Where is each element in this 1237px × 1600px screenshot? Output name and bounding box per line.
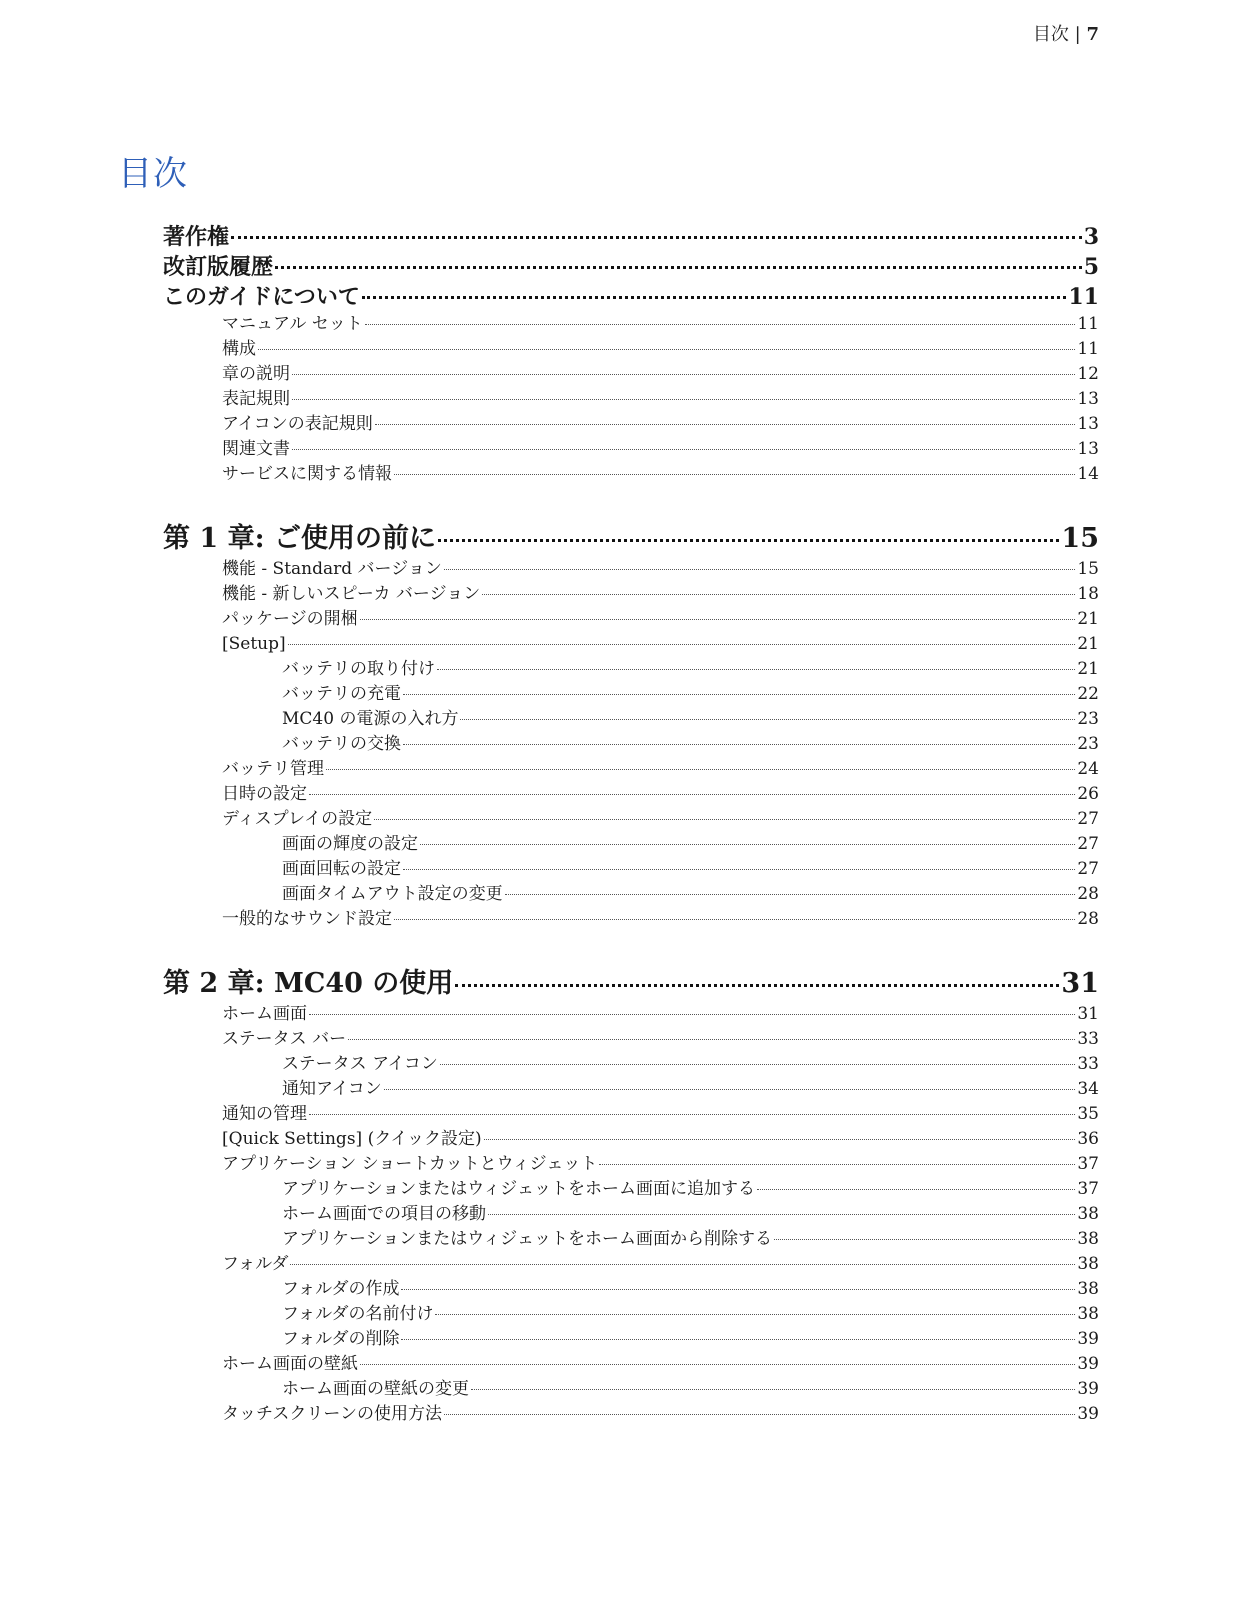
section-spacer xyxy=(0,932,1237,966)
dot-leader xyxy=(505,894,1076,895)
toc-entry-label: 改訂版履歴 xyxy=(163,254,274,280)
toc-entry-label: 画面回転の設定 xyxy=(282,859,401,879)
toc-entry-page: 28 xyxy=(1077,909,1099,929)
toc-entry[interactable] xyxy=(282,1077,1099,1102)
dot-leader xyxy=(403,694,1075,695)
toc-entry-page: 24 xyxy=(1077,759,1099,779)
toc-entry-page: 31 xyxy=(1077,1004,1099,1024)
toc-entry-label: バッテリの取り付け xyxy=(282,659,435,679)
toc-entry-page: 27 xyxy=(1077,834,1099,854)
toc-entry-page: 21 xyxy=(1077,609,1099,629)
toc-entry-page: 23 xyxy=(1077,734,1099,754)
dot-leader xyxy=(275,266,1082,269)
toc-entry-label: 通知アイコン xyxy=(282,1079,382,1099)
toc-entry[interactable] xyxy=(222,437,1099,462)
toc-entry[interactable] xyxy=(282,1227,1099,1252)
toc-entry-label: フォルダの削除 xyxy=(282,1329,400,1349)
dot-leader xyxy=(288,644,1076,645)
header-separator: | xyxy=(1074,24,1081,45)
dot-leader xyxy=(258,349,1075,350)
toc-entry[interactable] xyxy=(222,1002,1099,1027)
dot-leader xyxy=(374,819,1075,820)
dot-leader xyxy=(444,569,1075,570)
dot-leader xyxy=(309,794,1075,795)
toc-entry-label: ホーム画面の壁紙の変更 xyxy=(282,1379,469,1399)
toc-entry-page: 37 xyxy=(1077,1154,1099,1174)
toc-entry[interactable] xyxy=(222,807,1099,832)
toc-entry-page: 35 xyxy=(1077,1104,1099,1124)
toc-entry-label: [Setup] xyxy=(222,634,286,654)
toc-entry[interactable] xyxy=(282,682,1099,707)
toc-entry-page: 38 xyxy=(1077,1304,1099,1324)
toc-entry[interactable] xyxy=(163,521,1099,557)
dot-leader xyxy=(309,1014,1075,1015)
toc-entry-label: ホーム画面での項目の移動 xyxy=(282,1204,486,1224)
dot-leader xyxy=(460,719,1075,720)
toc-entry-page: 13 xyxy=(1077,439,1099,459)
toc-entry-label: フォルダの名前付け xyxy=(282,1304,434,1324)
toc-entry-page: 27 xyxy=(1077,809,1099,829)
dot-leader xyxy=(488,1214,1075,1215)
toc-entry-label: フォルダの作成 xyxy=(282,1279,400,1299)
toc-entry-page: 21 xyxy=(1077,634,1099,654)
dot-leader xyxy=(309,1114,1075,1115)
toc-entry-label: アプリケーション ショートカットとウィジェット xyxy=(222,1154,598,1174)
toc-entry-label: アイコンの表記規則 xyxy=(222,414,373,434)
toc-entry-label: タッチスクリーンの使用方法 xyxy=(222,1404,442,1424)
dot-leader xyxy=(471,1389,1075,1390)
toc-entry-label: ホーム画面 xyxy=(222,1004,307,1024)
dot-leader xyxy=(484,1139,1076,1140)
toc-entry-label: マニュアル セット xyxy=(222,314,363,334)
dot-leader xyxy=(231,236,1082,239)
toc-entry[interactable] xyxy=(222,1027,1099,1052)
toc-entry-page: 33 xyxy=(1077,1029,1099,1049)
toc-entry[interactable] xyxy=(282,1377,1099,1402)
toc-entry-label: 日時の設定 xyxy=(222,784,307,804)
dot-leader xyxy=(348,1039,1075,1040)
running-header xyxy=(1033,20,1099,46)
toc-entry-label: アプリケーションまたはウィジェットをホーム画面から削除する xyxy=(282,1229,772,1249)
dot-leader xyxy=(599,1164,1075,1165)
dot-leader xyxy=(360,619,1076,620)
toc-entry-page: 39 xyxy=(1077,1329,1099,1349)
toc-entry[interactable] xyxy=(222,1102,1099,1127)
toc-entry-label: 一般的なサウンド設定 xyxy=(222,909,392,929)
toc-entry[interactable] xyxy=(282,707,1099,732)
toc-entry-page: 31 xyxy=(1061,968,1099,999)
toc-entry[interactable] xyxy=(222,607,1099,632)
toc-entry[interactable] xyxy=(282,1052,1099,1077)
toc-entry-page: 23 xyxy=(1077,709,1099,729)
toc-entry-label: パッケージの開梱 xyxy=(222,609,358,629)
toc-entry-page: 15 xyxy=(1061,523,1099,554)
toc-entry[interactable] xyxy=(222,1252,1099,1277)
toc-entry[interactable] xyxy=(222,582,1099,607)
dot-leader xyxy=(774,1239,1075,1240)
toc-entry[interactable] xyxy=(282,732,1099,757)
toc-entry[interactable] xyxy=(222,337,1099,362)
toc-entry[interactable] xyxy=(282,1202,1099,1227)
section-spacer xyxy=(0,487,1237,521)
toc-entry-page: 36 xyxy=(1077,1129,1099,1149)
toc-entry-label: 第 2 章: MC40 の使用 xyxy=(163,968,454,999)
toc-entry[interactable] xyxy=(282,1177,1099,1202)
toc-entry[interactable] xyxy=(222,362,1099,387)
toc-entry-page: 27 xyxy=(1077,859,1099,879)
toc-entry-page: 21 xyxy=(1077,659,1099,679)
toc-entry-label: 画面タイムアウト設定の変更 xyxy=(282,884,503,904)
toc-entry[interactable] xyxy=(163,966,1099,1002)
toc-entry[interactable] xyxy=(222,1127,1099,1152)
dot-leader xyxy=(440,1064,1076,1065)
dot-leader xyxy=(292,449,1075,450)
toc-entry[interactable] xyxy=(282,882,1099,907)
toc-entry[interactable] xyxy=(282,832,1099,857)
toc-entry[interactable] xyxy=(222,632,1099,657)
page-title: 目次 xyxy=(118,154,188,194)
toc-entry-label: 章の説明 xyxy=(222,364,290,384)
dot-leader xyxy=(394,474,1075,475)
toc-entry[interactable] xyxy=(222,1402,1099,1427)
toc-entry-label: 機能 - 新しいスピーカ バージョン xyxy=(222,584,481,604)
toc-entry[interactable] xyxy=(222,412,1099,437)
toc-entry[interactable] xyxy=(222,757,1099,782)
dot-leader xyxy=(394,919,1075,920)
dot-leader xyxy=(384,1089,1076,1090)
toc-entry-page: 38 xyxy=(1077,1204,1099,1224)
dot-leader xyxy=(326,769,1075,770)
toc-entry-page: 18 xyxy=(1077,584,1099,604)
toc-entry[interactable] xyxy=(222,1152,1099,1177)
toc-entry-label: 第 1 章: ご使用の前に xyxy=(163,523,436,554)
toc-entry-page: 39 xyxy=(1077,1354,1099,1374)
toc-entry-page: 22 xyxy=(1077,684,1099,704)
toc-entry-label: [Quick Settings] (クイック設定) xyxy=(222,1129,482,1149)
toc-entry-page: 33 xyxy=(1077,1054,1099,1074)
toc-entry-label: このガイドについて xyxy=(163,284,360,310)
toc-entry-label: 関連文書 xyxy=(222,439,290,459)
dot-leader xyxy=(482,594,1075,595)
dot-leader xyxy=(420,844,1075,845)
toc-entry[interactable] xyxy=(222,782,1099,807)
dot-leader xyxy=(292,374,1075,375)
toc-entry-label: アプリケーションまたはウィジェットをホーム画面に追加する xyxy=(282,1179,755,1199)
dot-leader xyxy=(375,424,1076,425)
dot-leader xyxy=(438,539,1059,542)
toc-entry-page: 11 xyxy=(1068,284,1099,310)
toc-entry-label: ステータス バー xyxy=(222,1029,347,1049)
dot-leader xyxy=(403,744,1075,745)
toc-entry-page: 13 xyxy=(1077,389,1099,409)
toc-entry-page: 11 xyxy=(1077,339,1099,359)
toc-entry-page: 5 xyxy=(1083,254,1099,280)
toc-entry[interactable] xyxy=(222,557,1099,582)
dot-leader xyxy=(403,869,1075,870)
toc-entry[interactable] xyxy=(282,1277,1099,1302)
dot-leader xyxy=(444,1414,1075,1415)
toc-entry[interactable] xyxy=(282,657,1099,682)
toc-entry-page: 34 xyxy=(1077,1079,1099,1099)
toc-entry[interactable] xyxy=(163,222,1099,252)
toc-entry-label: 表記規則 xyxy=(222,389,290,409)
toc-entry-page: 37 xyxy=(1077,1179,1099,1199)
toc-entry-label: バッテリの交換 xyxy=(282,734,401,754)
toc-entry-label: フォルダ xyxy=(222,1254,289,1274)
toc-entry-label: MC40 の電源の入れ方 xyxy=(282,709,459,729)
dot-leader xyxy=(360,1364,1075,1365)
toc-entry[interactable] xyxy=(222,312,1099,337)
toc-entry[interactable] xyxy=(222,462,1099,487)
dot-leader xyxy=(362,296,1066,299)
toc-entry-page: 38 xyxy=(1077,1254,1099,1274)
toc-entry[interactable] xyxy=(163,282,1099,312)
toc-entry-page: 12 xyxy=(1077,364,1099,384)
header-page-number: 7 xyxy=(1086,24,1099,45)
toc-entry-page: 28 xyxy=(1077,884,1099,904)
toc-entry-label: ホーム画面の壁紙 xyxy=(222,1354,358,1374)
toc-entry-label: 画面の輝度の設定 xyxy=(282,834,418,854)
toc-entry[interactable] xyxy=(282,1302,1099,1327)
toc-entry-page: 13 xyxy=(1077,414,1099,434)
toc-entry-label: 著作権 xyxy=(163,224,230,250)
toc-entry[interactable] xyxy=(222,907,1099,932)
header-section: 目次 xyxy=(1032,24,1069,45)
toc-entry-page: 38 xyxy=(1077,1229,1099,1249)
toc-entry-label: 構成 xyxy=(222,339,256,359)
toc-entry-page: 15 xyxy=(1077,559,1099,579)
toc-entry-label: バッテリ管理 xyxy=(222,759,324,779)
dot-leader xyxy=(401,1289,1075,1290)
dot-leader xyxy=(437,669,1075,670)
dot-leader xyxy=(365,324,1076,325)
toc-entry[interactable] xyxy=(222,1352,1099,1377)
dot-leader xyxy=(290,1264,1075,1265)
dot-leader xyxy=(435,1314,1075,1315)
toc-entry-page: 14 xyxy=(1077,464,1099,484)
toc-entry-label: 通知の管理 xyxy=(222,1104,307,1124)
toc-entry-page: 26 xyxy=(1077,784,1099,804)
dot-leader xyxy=(757,1189,1075,1190)
toc-entry[interactable] xyxy=(222,387,1099,412)
toc-entry-label: バッテリの充電 xyxy=(282,684,401,704)
toc-entry[interactable] xyxy=(282,857,1099,882)
toc-entry-page: 38 xyxy=(1077,1279,1099,1299)
toc-entry-page: 11 xyxy=(1077,314,1099,334)
dot-leader xyxy=(401,1339,1075,1340)
toc-entry[interactable] xyxy=(282,1327,1099,1352)
toc-entry[interactable] xyxy=(163,252,1099,282)
toc-entry-label: サービスに関する情報 xyxy=(222,464,392,484)
toc-entry-page: 39 xyxy=(1077,1379,1099,1399)
toc-entry-label: ディスプレイの設定 xyxy=(222,809,373,829)
toc-entry-label: 機能 - Standard バージョン xyxy=(222,559,442,579)
dot-leader xyxy=(455,984,1059,987)
toc-entry-page: 39 xyxy=(1077,1404,1099,1424)
toc-entry-page: 3 xyxy=(1083,224,1099,250)
dot-leader xyxy=(292,399,1075,400)
toc-entry-label: ステータス アイコン xyxy=(282,1054,438,1074)
table-of-contents xyxy=(0,222,1237,1427)
